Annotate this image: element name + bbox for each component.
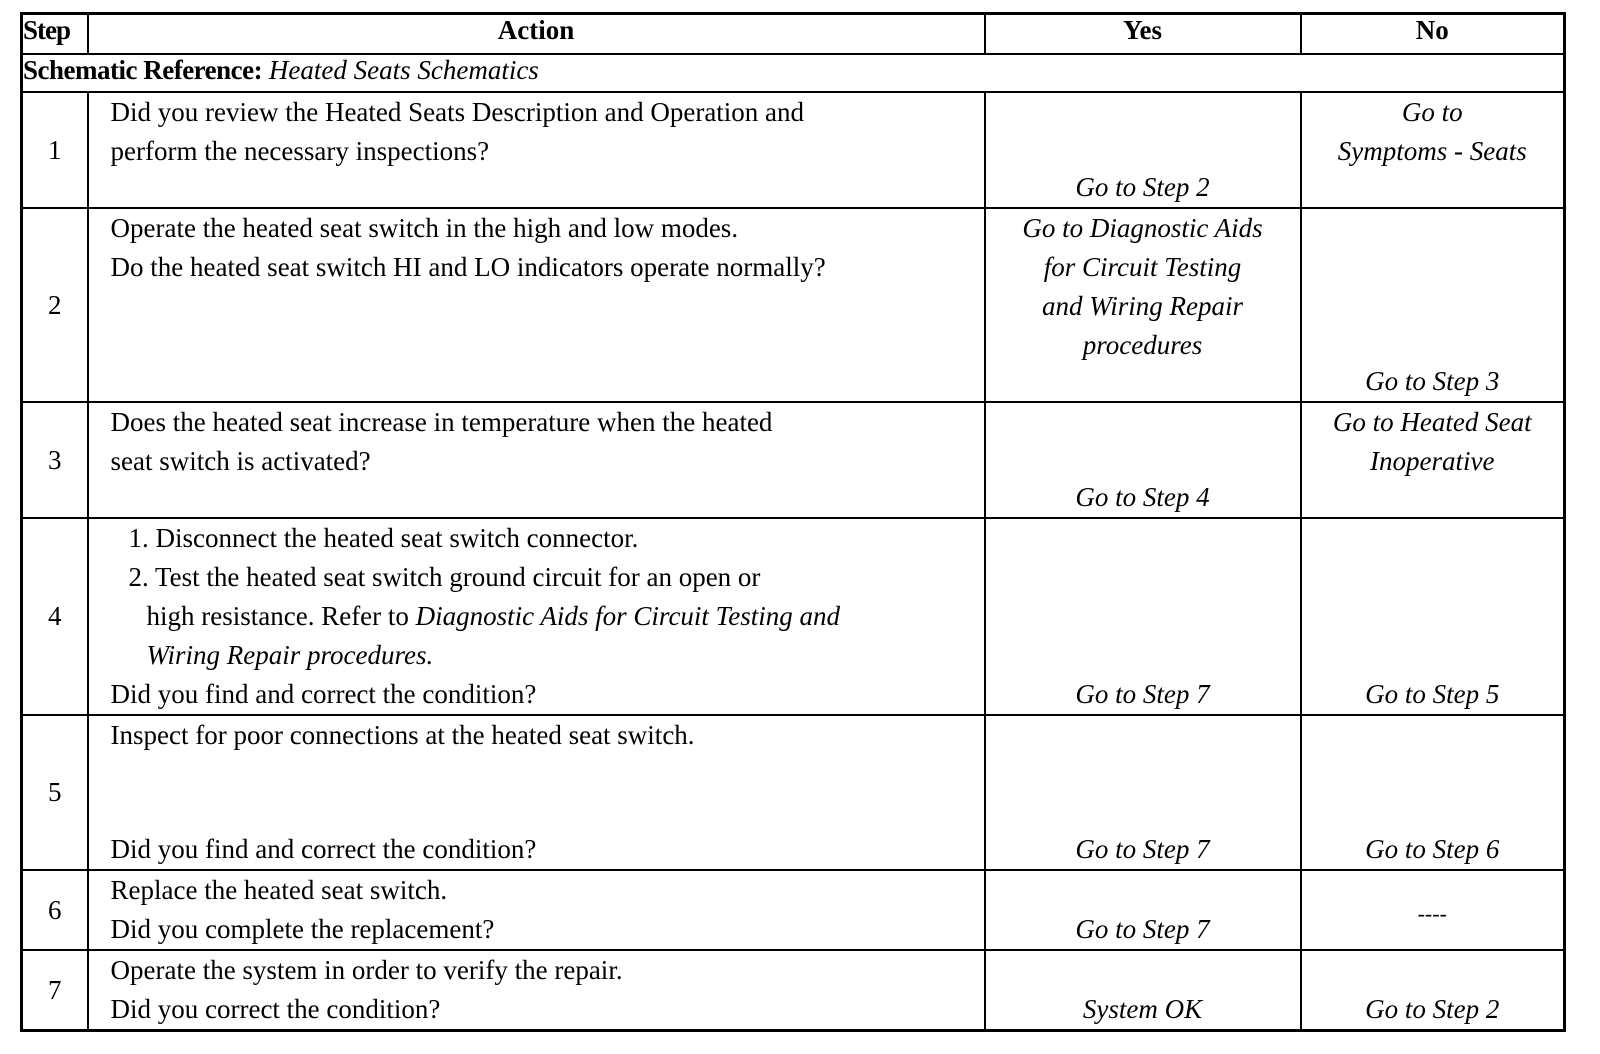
- action-text: Do the heated seat switch HI and LO indicators operate normally?: [110, 252, 826, 282]
- table-row: [22, 402, 1565, 518]
- no-link[interactable]: Go to Step 6: [1365, 834, 1500, 864]
- action-text: Operate the heated seat switch in the high and low modes.: [110, 213, 739, 243]
- header-action: Action: [88, 14, 985, 55]
- no-cell: [1301, 208, 1565, 402]
- no-link[interactable]: Go to Step 3: [1365, 366, 1500, 396]
- yes-link[interactable]: Go to Step 7: [1075, 679, 1210, 709]
- wiring-repair-link[interactable]: Wiring Repair procedures.: [146, 640, 434, 670]
- no-cell: [1301, 715, 1565, 870]
- step-number: 1: [22, 92, 88, 208]
- action-text: Did you review the Heated Seats Description and Operation and: [110, 97, 805, 127]
- yes-cell: [985, 92, 1301, 208]
- action-cell: [88, 950, 985, 1031]
- action-text: Did you correct the condition?: [110, 994, 441, 1024]
- yes-link[interactable]: System OK: [1082, 994, 1203, 1024]
- action-cell: [88, 715, 985, 870]
- yes-cell: [985, 715, 1301, 870]
- step-number: 3: [22, 402, 88, 518]
- no-link-line: Go to: [1401, 97, 1463, 127]
- yes-cell: [985, 402, 1301, 518]
- no-link[interactable]: [1302, 403, 1564, 481]
- no-cell: [1301, 92, 1565, 208]
- no-link-line: Symptoms - Seats: [1337, 136, 1527, 166]
- action-text: seat switch is activated?: [110, 446, 371, 476]
- action-question: Did you find and correct the condition?: [110, 679, 537, 709]
- yes-link[interactable]: [986, 209, 1300, 365]
- yes-cell: [985, 208, 1301, 402]
- yes-link-line: and Wiring Repair: [1042, 291, 1243, 321]
- schematic-reference-row: [22, 54, 1565, 92]
- yes-link[interactable]: Go to Step 2: [1075, 172, 1210, 202]
- yes-cell: [985, 950, 1301, 1031]
- step-number: 6: [22, 870, 88, 950]
- header-yes: Yes: [985, 14, 1301, 55]
- yes-link[interactable]: Go to Step 7: [1075, 834, 1210, 864]
- header-row: [22, 14, 1565, 55]
- no-link-line: Go to Heated Seat: [1332, 407, 1532, 437]
- yes-link-line: Go to Diagnostic Aids: [1022, 213, 1263, 243]
- schematic-reference: [22, 54, 1565, 92]
- action-text: perform the necessary inspections?: [110, 136, 490, 166]
- action-cell: [88, 402, 985, 518]
- no-link[interactable]: Go to Step 2: [1365, 994, 1500, 1024]
- no-action-placeholder: ----: [1417, 901, 1447, 926]
- no-link-line: Inoperative: [1370, 446, 1495, 476]
- yes-link-line: for Circuit Testing: [1043, 252, 1242, 282]
- step-number: 2: [22, 208, 88, 402]
- action-cell: [88, 870, 985, 950]
- action-text: Inspect for poor connections at the heated seat switch.: [110, 720, 695, 750]
- action-text: Replace the heated seat switch.: [110, 875, 448, 905]
- action-list-item: 1. Disconnect the heated seat switch connector.: [128, 523, 639, 553]
- yes-link-line: procedures: [1082, 330, 1203, 360]
- schematic-reference-link[interactable]: Heated Seats Schematics: [268, 55, 539, 85]
- table-row: [22, 715, 1565, 870]
- action-text: high resistance. Refer to: [146, 601, 416, 631]
- no-cell: [1301, 518, 1565, 715]
- step-number: 4: [22, 518, 88, 715]
- header-step: Step: [22, 14, 88, 55]
- yes-link[interactable]: Go to Step 7: [1075, 914, 1210, 944]
- diagnostic-aids-link[interactable]: Diagnostic Aids for Circuit Testing and: [415, 601, 840, 631]
- yes-cell: [985, 870, 1301, 950]
- no-cell: [1301, 402, 1565, 518]
- action-cell: [88, 92, 985, 208]
- action-cell: [88, 208, 985, 402]
- step-number: 7: [22, 950, 88, 1031]
- action-text: Operate the system in order to verify the repair.: [110, 955, 623, 985]
- action-text: Did you complete the replacement?: [110, 914, 495, 944]
- no-cell: [1301, 870, 1565, 950]
- header-no: No: [1301, 14, 1565, 55]
- diagnostic-table: [20, 12, 1566, 1032]
- table-row: [22, 950, 1565, 1031]
- diagnostic-table-container: [20, 12, 1566, 1032]
- action-cell: [88, 518, 985, 715]
- schematic-reference-label: Schematic Reference:: [23, 55, 263, 85]
- step-number: 5: [22, 715, 88, 870]
- table-row: [22, 518, 1565, 715]
- table-row: [22, 870, 1565, 950]
- no-link[interactable]: [1302, 93, 1564, 171]
- no-cell: [1301, 950, 1565, 1031]
- no-link[interactable]: Go to Step 5: [1365, 679, 1500, 709]
- table-row: [22, 208, 1565, 402]
- action-question: Did you find and correct the condition?: [110, 834, 537, 864]
- yes-cell: [985, 518, 1301, 715]
- action-text: Does the heated seat increase in temperature when the heated: [110, 407, 773, 437]
- action-list-item: 2. Test the heated seat switch ground circuit for an open or: [128, 562, 761, 592]
- table-row: [22, 92, 1565, 208]
- action-list-item-continued: [111, 597, 964, 636]
- yes-link[interactable]: Go to Step 4: [1075, 482, 1210, 512]
